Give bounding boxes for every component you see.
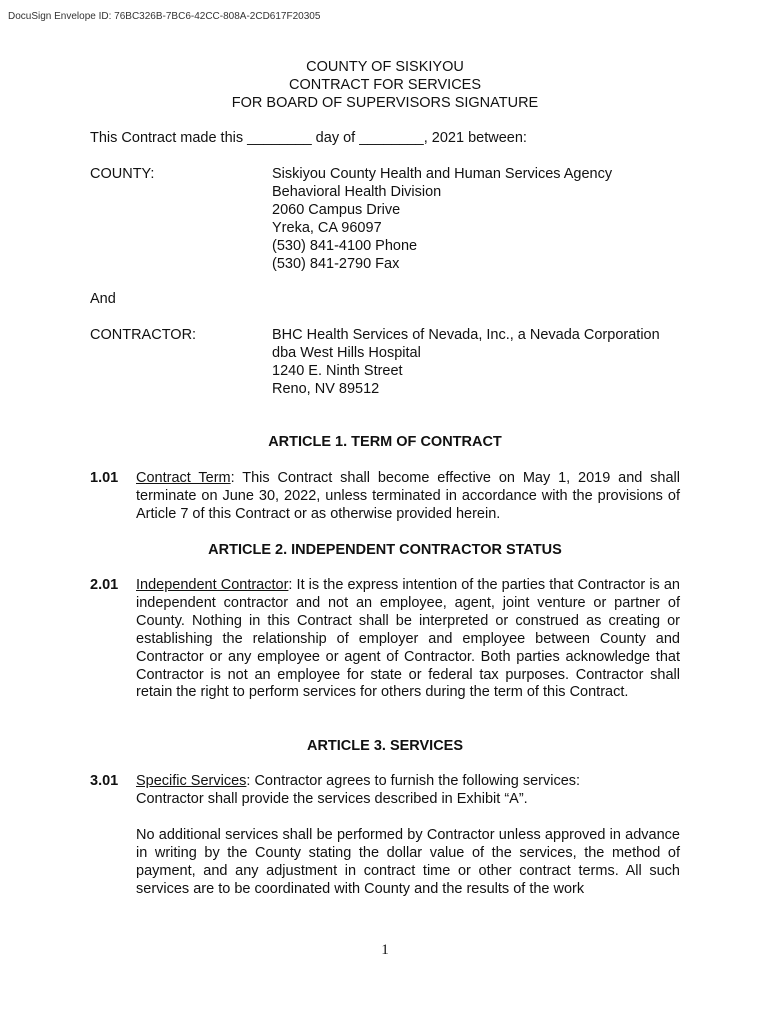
section-2-01-title: Independent Contractor — [136, 577, 289, 593]
page-number: 1 — [381, 942, 389, 958]
contractor-city: Reno, NV 89512 — [272, 380, 380, 397]
section-2-01-body: : It is the express intention of the parties that Contractor is an independent contractor and not an employee, agent, joint venture or partner of County. Nothing in this Contract shall be interpreted or construed as creating or establishing the relationship of employer and employee between County and Contractor or any employee or agent of Contractor. Both parties acknowledge that Contractor is not an employee for state or federal tax purposes. Contractor shall retain the right to perform services for others during the term of this Contract. — [136, 577, 680, 701]
section-3-01-additional-services: No additional services shall be performed by Contractor unless approved in advance in writing by the County stating the dollar value of the services, the method of payment, and any adjustment in contract time or other contract terms. All such services are to be coordinated with County and the results of the work — [136, 827, 680, 897]
and-text: And — [90, 291, 116, 307]
section-3-01-number: 3.01 — [90, 773, 119, 789]
section-2-01-number: 2.01 — [90, 577, 119, 593]
docusign-envelope-id: DocuSign Envelope ID: 76BC326B-7BC6-42CC-808A-2CD617F20305 — [8, 11, 321, 22]
header-signature-note: FOR BOARD OF SUPERVISORS SIGNATURE — [231, 95, 539, 111]
article-1-heading: ARTICLE 1. TERM OF CONTRACT — [268, 434, 502, 450]
contractor-name: BHC Health Services of Nevada, Inc., a Nevada Corporation — [272, 327, 660, 343]
section-3-01-body: : Contractor agrees to furnish the following services: — [246, 773, 581, 789]
county-address-block — [272, 166, 612, 273]
section-1-01-text — [136, 470, 680, 524]
document-header — [0, 58, 770, 112]
county-division: Behavioral Health Division — [272, 183, 442, 200]
section-2-01-text — [136, 577, 680, 702]
county-fax: (530) 841-2790 Fax — [272, 255, 400, 272]
section-3-01-exhibit-line: Contractor shall provide the services described in Exhibit “A”. — [136, 790, 528, 807]
county-agency: Siskiyou County Health and Human Services Agency — [272, 166, 613, 182]
section-1-01-title: Contract Term — [136, 470, 231, 486]
article-2-heading: ARTICLE 2. INDEPENDENT CONTRACTOR STATUS — [208, 542, 562, 558]
county-street: 2060 Campus Drive — [272, 201, 401, 218]
county-city: Yreka, CA 96097 — [272, 219, 382, 236]
county-label: COUNTY: — [90, 166, 155, 182]
contractor-dba: dba West Hills Hospital — [272, 344, 421, 361]
header-county: COUNTY OF SISKIYOU — [306, 59, 464, 75]
contractor-street: 1240 E. Ninth Street — [272, 362, 403, 379]
contractor-label: CONTRACTOR: — [90, 327, 197, 343]
section-1-01-number: 1.01 — [90, 470, 119, 486]
contract-made-line: This Contract made this ________ day of ________, 2021 between: — [90, 130, 527, 146]
contractor-address-block — [272, 327, 660, 399]
header-contract-type: CONTRACT FOR SERVICES — [288, 77, 482, 93]
county-phone: (530) 841-4100 Phone — [272, 237, 418, 254]
section-1-01-body: : This Contract shall become effective on May 1, 2019 and shall terminate on June 30, 2022, unless terminated in accordance with the provisions of Article 7 of this Contract or as otherwise provided herein. — [136, 470, 680, 522]
article-3-heading: ARTICLE 3. SERVICES — [306, 738, 464, 754]
section-3-01-title: Specific Services — [136, 773, 247, 789]
section-3-01-text — [136, 773, 680, 809]
